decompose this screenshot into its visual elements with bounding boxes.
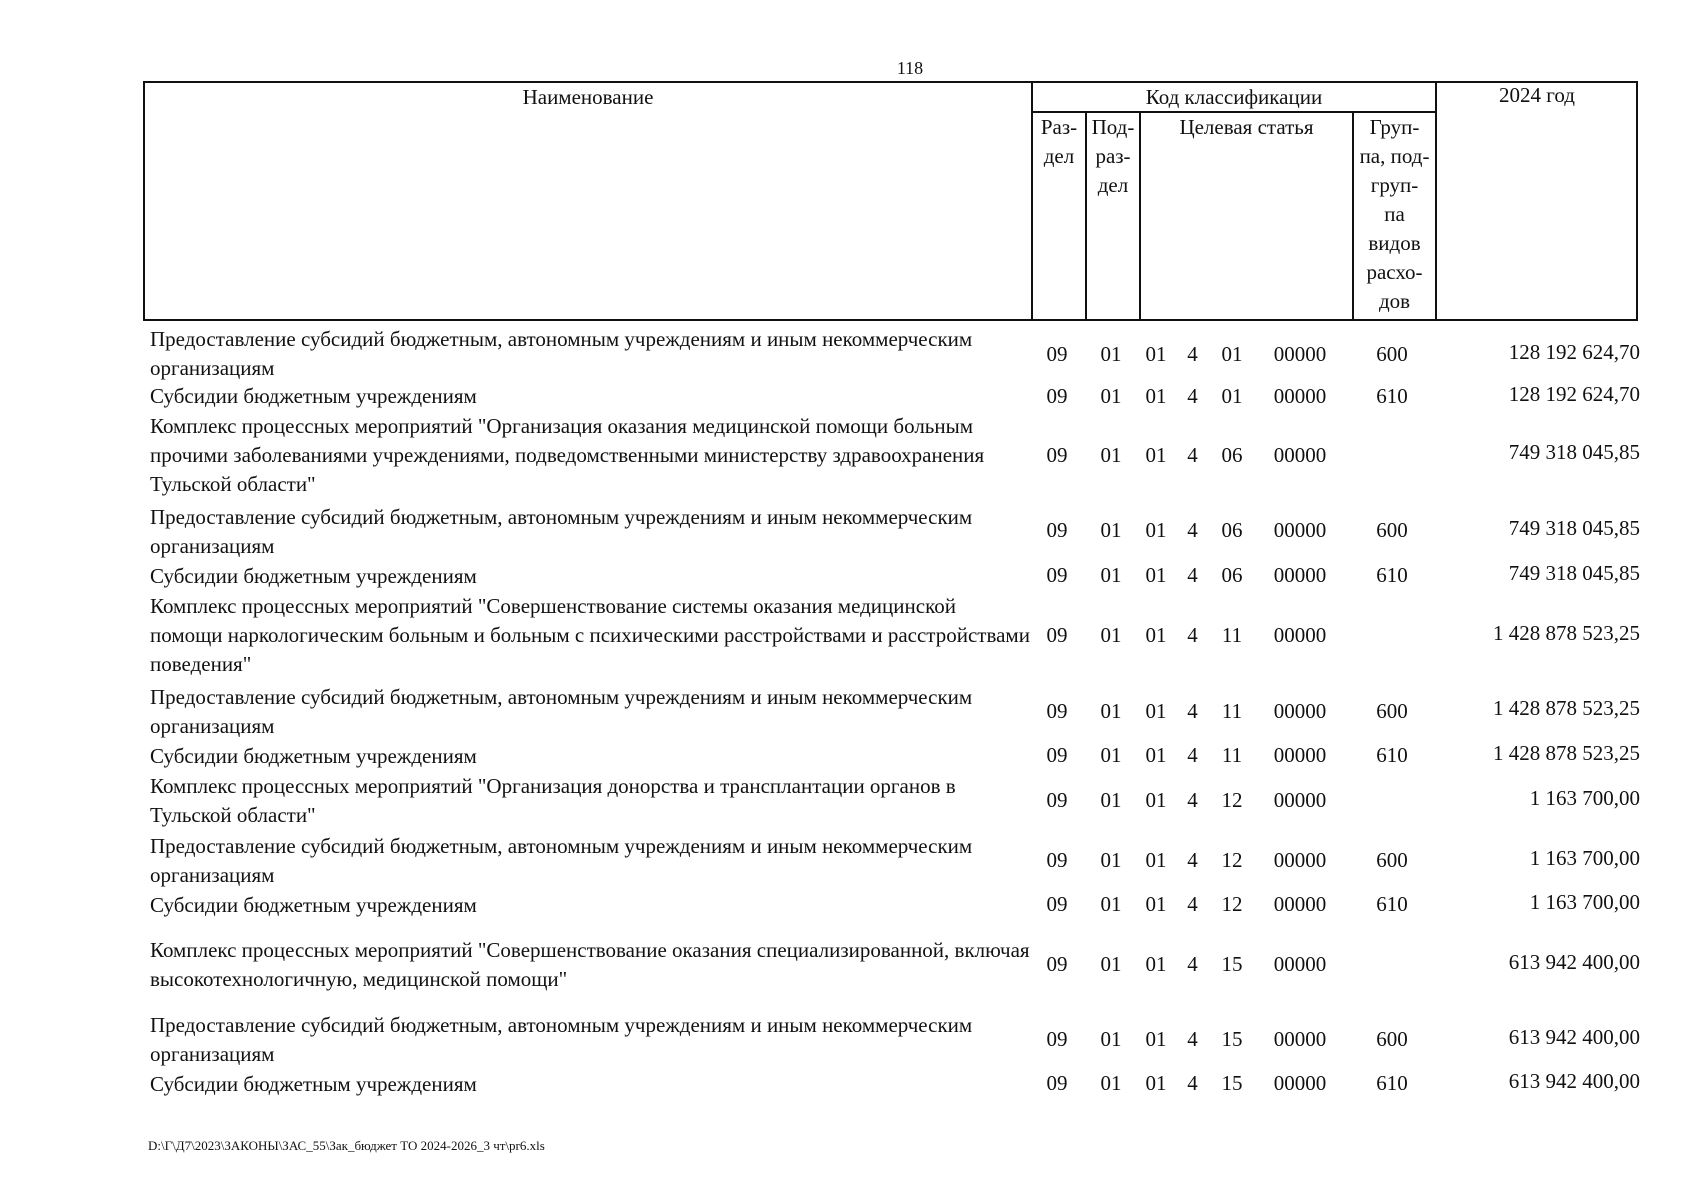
row-amount: 1 428 878 523,25: [1493, 696, 1640, 720]
row-target-4: 00000: [1273, 623, 1327, 647]
row-target-4: 00000: [1273, 443, 1327, 467]
row-target-4: 00000: [1273, 518, 1327, 542]
row-amount: 1 163 700,00: [1529, 890, 1640, 914]
header-podrazdel: Под- раз- дел: [1091, 115, 1135, 197]
row-podrazdel: 01: [1100, 952, 1122, 976]
row-target-1: 01: [1145, 1071, 1167, 1095]
row-podrazdel: 01: [1100, 743, 1122, 767]
row-target-4: 00000: [1273, 1071, 1327, 1095]
row-razdel: 09: [1046, 952, 1068, 976]
row-target-2: 4: [1187, 699, 1198, 723]
table-header: [143, 81, 1638, 321]
row-target-3: 11: [1221, 699, 1243, 723]
row-amount: 613 942 400,00: [1508, 1025, 1640, 1049]
row-target-2: 4: [1187, 623, 1198, 647]
row-target-2: 4: [1187, 743, 1198, 767]
row-name: Комплекс процессных мероприятий "Совершенствование системы оказания медицинской помощи наркологическим больным и больным с психическими расстройствами и расстройствами поведения": [150, 594, 1030, 676]
row-podrazdel: 01: [1100, 563, 1122, 587]
row-razdel: 09: [1046, 443, 1068, 467]
row-target-1: 01: [1145, 384, 1167, 408]
row-razdel: 09: [1046, 384, 1068, 408]
row-group: 610: [1376, 892, 1408, 916]
row-target-1: 01: [1145, 848, 1167, 872]
row-podrazdel: 01: [1100, 518, 1122, 542]
row-target-3: 06: [1221, 518, 1243, 542]
row-name: Предоставление субсидий бюджетным, автономным учреждениям и иным некоммерческим организациям: [150, 1013, 973, 1066]
header-year: 2024 год: [1499, 83, 1575, 107]
row-target-1: 01: [1145, 342, 1167, 366]
row-group: 600: [1376, 518, 1408, 542]
row-target-2: 4: [1187, 892, 1198, 916]
row-target-1: 01: [1145, 518, 1167, 542]
row-target-3: 06: [1221, 443, 1243, 467]
row-name: Комплекс процессных мероприятий "Совершенствование оказания специализированной, включая высокотехнологичную, медицинской помощи": [150, 938, 1030, 991]
row-target-3: 12: [1221, 892, 1243, 916]
row-target-3: 01: [1221, 384, 1243, 408]
header-divider: [1435, 83, 1437, 321]
row-target-2: 4: [1187, 342, 1198, 366]
row-target-4: 00000: [1273, 384, 1327, 408]
row-target-2: 4: [1187, 518, 1198, 542]
row-amount: 613 942 400,00: [1508, 950, 1640, 974]
row-name: Субсидии бюджетным учреждениям: [150, 564, 477, 588]
row-name: Предоставление субсидий бюджетным, автономным учреждениям и иным некоммерческим организациям: [150, 685, 973, 738]
row-target-1: 01: [1145, 892, 1167, 916]
row-amount: 128 192 624,70: [1508, 382, 1640, 406]
row-target-4: 00000: [1273, 1027, 1327, 1051]
page-number: 118: [896, 58, 924, 78]
row-amount: 749 318 045,85: [1508, 516, 1640, 540]
row-razdel: 09: [1046, 1027, 1068, 1051]
header-name: Наименование: [522, 85, 654, 109]
row-name: Комплекс процессных мероприятий "Организация донорства и трансплантации органов в Тульской области": [150, 774, 956, 827]
row-amount: 1 163 700,00: [1529, 846, 1640, 870]
row-target-4: 00000: [1273, 743, 1327, 767]
row-amount: 1 428 878 523,25: [1493, 621, 1640, 645]
row-target-3: 15: [1221, 952, 1243, 976]
row-razdel: 09: [1046, 848, 1068, 872]
row-group: 610: [1376, 563, 1408, 587]
row-amount: 613 942 400,00: [1508, 1069, 1640, 1093]
row-name: Субсидии бюджетным учреждениям: [150, 384, 477, 408]
row-target-3: 11: [1221, 743, 1243, 767]
row-target-4: 00000: [1273, 563, 1327, 587]
row-podrazdel: 01: [1100, 848, 1122, 872]
row-target-1: 01: [1145, 788, 1167, 812]
row-group: 600: [1376, 848, 1408, 872]
row-razdel: 09: [1046, 518, 1068, 542]
row-target-2: 4: [1187, 443, 1198, 467]
row-target-3: 15: [1221, 1071, 1243, 1095]
row-razdel: 09: [1046, 743, 1068, 767]
header-group: Груп- па, под- груп- па видов расхо- дов: [1359, 115, 1430, 313]
row-target-4: 00000: [1273, 699, 1327, 723]
row-target-3: 12: [1221, 788, 1243, 812]
row-name: Субсидии бюджетным учреждениям: [150, 1072, 477, 1096]
row-target-1: 01: [1145, 952, 1167, 976]
row-target-2: 4: [1187, 1027, 1198, 1051]
row-target-2: 4: [1187, 563, 1198, 587]
header-code-group: Код классификации: [1145, 85, 1323, 109]
row-target-1: 01: [1145, 623, 1167, 647]
row-razdel: 09: [1046, 563, 1068, 587]
row-podrazdel: 01: [1100, 623, 1122, 647]
row-target-3: 11: [1221, 623, 1243, 647]
row-podrazdel: 01: [1100, 443, 1122, 467]
row-target-2: 4: [1187, 384, 1198, 408]
row-target-1: 01: [1145, 1027, 1167, 1051]
row-group: 600: [1376, 1027, 1408, 1051]
row-name: Субсидии бюджетным учреждениям: [150, 893, 477, 917]
row-target-3: 15: [1221, 1027, 1243, 1051]
row-amount: 749 318 045,85: [1508, 440, 1640, 464]
row-target-2: 4: [1187, 788, 1198, 812]
row-razdel: 09: [1046, 623, 1068, 647]
row-group: 610: [1376, 743, 1408, 767]
row-target-4: 00000: [1273, 788, 1327, 812]
row-podrazdel: 01: [1100, 788, 1122, 812]
row-podrazdel: 01: [1100, 699, 1122, 723]
row-podrazdel: 01: [1100, 342, 1122, 366]
row-group: 610: [1376, 1071, 1408, 1095]
row-target-3: 12: [1221, 848, 1243, 872]
row-target-2: 4: [1187, 1071, 1198, 1095]
row-podrazdel: 01: [1100, 1071, 1122, 1095]
row-target-3: 06: [1221, 563, 1243, 587]
row-name: Предоставление субсидий бюджетным, автономным учреждениям и иным некоммерческим организациям: [150, 327, 973, 380]
row-group: 600: [1376, 699, 1408, 723]
row-target-3: 01: [1221, 342, 1243, 366]
row-amount: 749 318 045,85: [1508, 561, 1640, 585]
row-name: Предоставление субсидий бюджетным, автономным учреждениям и иным некоммерческим организациям: [150, 505, 973, 558]
row-target-2: 4: [1187, 848, 1198, 872]
row-target-1: 01: [1145, 563, 1167, 587]
row-group: 600: [1376, 342, 1408, 366]
row-target-2: 4: [1187, 952, 1198, 976]
row-target-4: 00000: [1273, 892, 1327, 916]
header-target: Целевая статья: [1179, 115, 1314, 139]
row-razdel: 09: [1046, 342, 1068, 366]
row-amount: 1 428 878 523,25: [1493, 741, 1640, 765]
row-amount: 128 192 624,70: [1508, 340, 1640, 364]
row-razdel: 09: [1046, 1071, 1068, 1095]
header-razdel: Раз- дел: [1040, 115, 1078, 168]
row-podrazdel: 01: [1100, 384, 1122, 408]
row-target-4: 00000: [1273, 952, 1327, 976]
row-name: Комплекс процессных мероприятий "Организация оказания медицинской помощи больным прочими заболеваниями учреждениями, подведомственными министерству здравоохранения Тульской области": [150, 414, 985, 496]
header-divider: [1139, 111, 1141, 321]
row-name: Предоставление субсидий бюджетным, автономным учреждениям и иным некоммерческим организациям: [150, 834, 973, 887]
row-target-1: 01: [1145, 743, 1167, 767]
row-target-4: 00000: [1273, 848, 1327, 872]
row-razdel: 09: [1046, 892, 1068, 916]
row-target-1: 01: [1145, 699, 1167, 723]
row-group: 610: [1376, 384, 1408, 408]
row-amount: 1 163 700,00: [1529, 786, 1640, 810]
row-podrazdel: 01: [1100, 892, 1122, 916]
row-target-4: 00000: [1273, 342, 1327, 366]
row-podrazdel: 01: [1100, 1027, 1122, 1051]
row-name: Субсидии бюджетным учреждениям: [150, 744, 477, 768]
row-razdel: 09: [1046, 699, 1068, 723]
row-target-1: 01: [1145, 443, 1167, 467]
footer-file-path: D:\Г\Д7\2023\ЗАКОНЫ\ЗАС_55\Зак_бюджет ТО 2024-2026_3 чт\pr6.xls: [148, 1138, 545, 1153]
row-razdel: 09: [1046, 788, 1068, 812]
